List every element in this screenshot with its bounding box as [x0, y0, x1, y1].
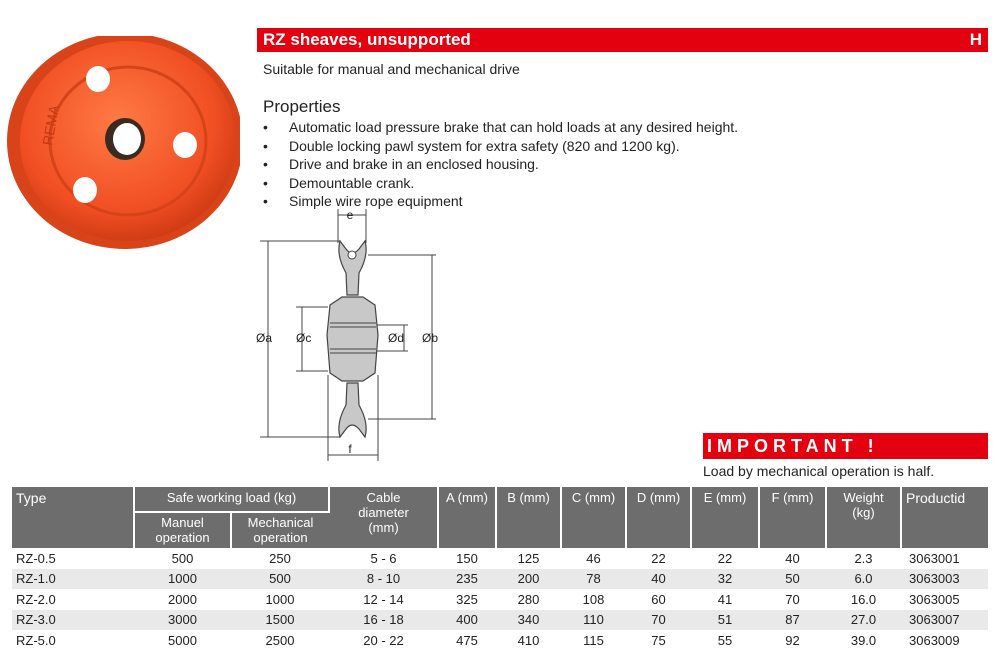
- header-cable-diameter: Cable diameter (mm): [329, 487, 438, 548]
- label-e: e: [346, 208, 354, 222]
- cell-d: 75: [651, 632, 666, 648]
- cell-d: 40: [626, 569, 691, 590]
- header-b: B (mm): [496, 487, 561, 548]
- spoke-hole: [73, 177, 97, 203]
- section-header: [257, 28, 988, 52]
- table-row: [12, 589, 988, 610]
- header-a: A (mm): [438, 487, 496, 548]
- header-safe-working-load: Safe working load (kg): [134, 487, 329, 512]
- section-letter: H: [969, 30, 982, 49]
- cell-c: 78: [561, 569, 626, 590]
- properties-title: Properties: [263, 97, 341, 116]
- cell-a: 475: [456, 632, 478, 648]
- cell-weight: 27.0: [826, 610, 901, 631]
- cell-d: 70: [626, 610, 691, 631]
- cell-e: 55: [717, 632, 733, 648]
- table-row: [12, 610, 988, 631]
- cell-cable: 12 - 14: [363, 591, 404, 607]
- cell-e: 51: [691, 610, 759, 631]
- bullet-icon: •: [263, 193, 268, 209]
- cell-a: 400: [438, 610, 496, 631]
- header-c: C (mm): [561, 487, 626, 548]
- bullet-icon: •: [263, 156, 268, 172]
- bullet-icon: •: [263, 137, 268, 154]
- cell-weight: 6.0: [826, 569, 901, 590]
- page-title: RZ sheaves, unsupported: [263, 30, 471, 49]
- cell-pid: 3063007: [901, 610, 988, 631]
- sheave-dimension-diagram: [250, 205, 450, 465]
- header-weight: Weight (kg): [826, 487, 901, 548]
- cell-weight: 16.0: [850, 591, 877, 607]
- cell-a: 235: [438, 569, 496, 590]
- label-a: Øa: [256, 331, 273, 345]
- header-type: Type: [12, 487, 134, 548]
- cell-manual: 1000: [134, 569, 231, 590]
- cell-manual: 5000: [168, 632, 197, 648]
- cell-pid: 3063003: [901, 569, 988, 590]
- cell-mech: 1500: [231, 610, 329, 631]
- cell-e: 32: [691, 569, 759, 590]
- cell-f: 40: [785, 550, 800, 566]
- cell-pid: 3063005: [909, 591, 960, 607]
- subtitle: Suitable for manual and mechanical drive: [263, 61, 520, 77]
- table-row: [12, 569, 988, 590]
- specification-table: [12, 487, 988, 651]
- spoke-hole: [173, 132, 197, 158]
- important-note: Load by mechanical operation is half.: [703, 463, 935, 479]
- cell-type: RZ-1.0: [12, 569, 134, 590]
- table-row: [12, 548, 988, 569]
- cell-a: 150: [456, 550, 478, 566]
- cell-cable: 20 - 22: [363, 632, 404, 648]
- cell-f: 70: [785, 591, 800, 607]
- label-b: Øb: [422, 331, 439, 345]
- cell-e: 41: [717, 591, 733, 607]
- header-manual-operation: Manuel operation: [134, 512, 231, 548]
- header-e: E (mm): [691, 487, 759, 548]
- brand-embossing: REMA: [39, 103, 62, 147]
- cell-weight: 2.3: [854, 550, 873, 566]
- property-item: • Double locking pawl system for extra safety (820 and 1200 kg).: [263, 137, 680, 154]
- sheave-photo: [0, 36, 240, 251]
- label-d: Ød: [388, 331, 405, 345]
- cell-c: 110: [561, 610, 626, 631]
- header-f: F (mm): [759, 487, 826, 548]
- cell-f: 50: [759, 569, 826, 590]
- property-item: • Drive and brake in an enclosed housing.: [263, 156, 539, 172]
- label-f: f: [348, 442, 352, 456]
- cell-mech: 250: [269, 550, 291, 566]
- cell-c: 46: [586, 550, 601, 566]
- cell-pid: 3063009: [909, 632, 960, 648]
- important-banner: IMPORTANT !: [703, 433, 988, 459]
- cell-mech: 1000: [265, 591, 295, 607]
- cell-cable: 16 - 18: [329, 610, 438, 631]
- cell-type: RZ-5.0: [16, 632, 56, 648]
- cell-e: 22: [717, 550, 733, 566]
- cell-d: 22: [651, 550, 666, 566]
- cell-f: 92: [785, 632, 800, 648]
- cell-b: 200: [496, 569, 561, 590]
- cell-pid: 3063001: [909, 550, 960, 566]
- cell-b: 125: [517, 550, 540, 566]
- header-productid: Productid: [901, 487, 988, 548]
- cell-type: RZ-0.5: [16, 550, 56, 566]
- cell-mech: 2500: [265, 632, 295, 648]
- cell-d: 60: [651, 591, 666, 607]
- cell-c: 108: [582, 591, 605, 607]
- cell-manual: 3000: [134, 610, 231, 631]
- cell-type: RZ-2.0: [16, 591, 56, 607]
- property-item: • Automatic load pressure brake that can hold loads at any desired height.: [263, 119, 739, 135]
- spoke-hole: [86, 66, 110, 92]
- cell-mech: 500: [231, 569, 329, 590]
- property-item: • Simple wire rope equipment: [263, 193, 463, 209]
- cell-c: 115: [583, 632, 604, 648]
- cell-cable: 5 - 6: [370, 550, 397, 566]
- cell-b: 340: [496, 610, 561, 631]
- header-d: D (mm): [626, 487, 691, 548]
- bullet-icon: •: [263, 174, 268, 191]
- label-c: Øc: [296, 331, 312, 345]
- cell-manual: 500: [171, 550, 194, 566]
- bullet-icon: •: [263, 119, 268, 135]
- header-mechanical-operation: Mechanical operation: [231, 512, 329, 548]
- cell-b: 280: [517, 591, 540, 607]
- cell-f: 87: [759, 610, 826, 631]
- cell-a: 325: [456, 591, 478, 607]
- cell-manual: 2000: [168, 591, 197, 607]
- cell-type: RZ-3.0: [12, 610, 134, 631]
- cell-weight: 39.0: [850, 632, 877, 648]
- table-row: [12, 630, 988, 651]
- cell-cable: 8 - 10: [329, 569, 438, 590]
- property-item: • Demountable crank.: [263, 174, 415, 191]
- cell-b: 410: [517, 632, 540, 648]
- properties-list: [263, 118, 738, 211]
